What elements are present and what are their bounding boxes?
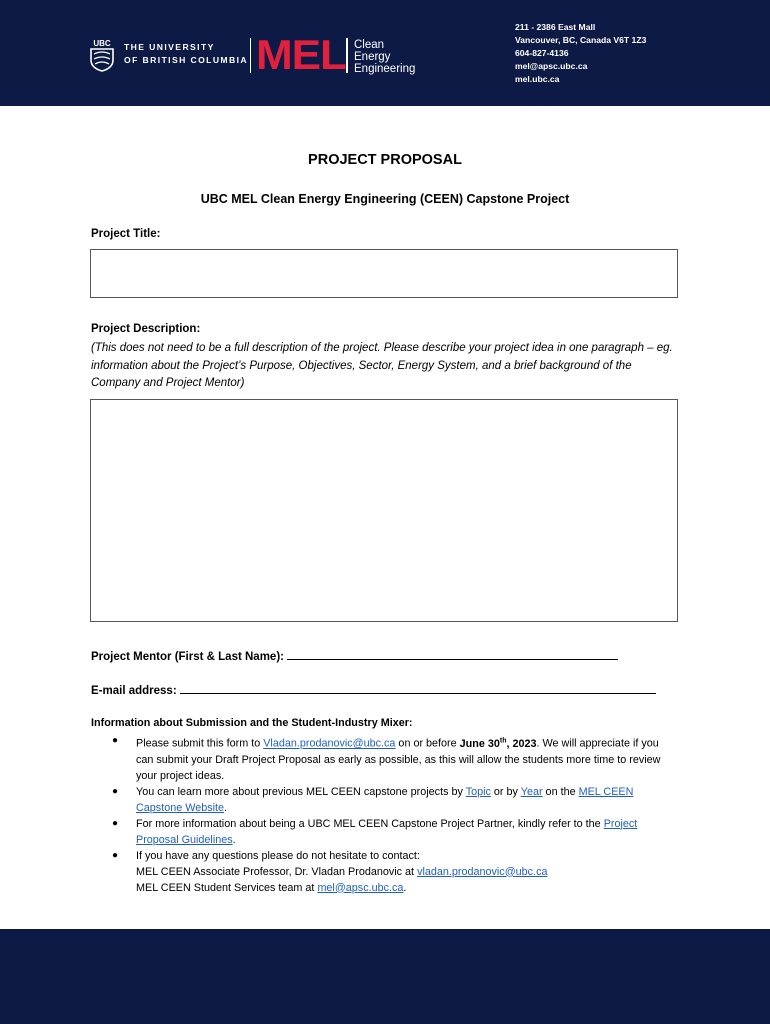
email-label: E-mail address:	[91, 685, 177, 697]
contact-block	[515, 21, 646, 86]
b1-text-pre: Please submit this form to	[136, 737, 264, 750]
footer-banner	[0, 929, 770, 1024]
b4-line3-text: MEL CEEN Student Services team at	[136, 881, 318, 894]
ubc-crest-logo	[89, 38, 115, 72]
info-item-guidelines	[112, 816, 677, 848]
b1-text-post: . We will appreciate if you can submit your Draft Project Proposal as early as possible, as this will allow the students more time to review your project ideas.	[136, 737, 661, 782]
page-subtitle: UBC MEL Clean Energy Engineering (CEEN) Capstone Project	[200, 192, 570, 206]
project-description-field[interactable]	[90, 399, 678, 622]
contact-email: mel@apsc.ubc.ca	[515, 61, 588, 71]
b2-text-post: .	[224, 801, 228, 814]
project-title-field[interactable]	[90, 249, 678, 298]
mel-sub-line2: Energy	[354, 51, 391, 63]
topic-link[interactable]: Topic	[465, 785, 491, 798]
page-title: PROJECT PROPOSAL	[308, 152, 462, 168]
b4-line2-text: MEL CEEN Associate Professor, Dr. Vladan Prodanovic at	[136, 865, 418, 878]
letterhead-banner	[0, 0, 770, 106]
student-services-email-link[interactable]: mel@apsc.ubc.ca	[317, 881, 404, 894]
mentor-name-field[interactable]	[287, 648, 618, 660]
contact-address: 211 - 2386 East Mall	[515, 22, 596, 32]
logo-divider	[250, 38, 251, 73]
bullet-icon: ●	[112, 785, 119, 797]
email-line	[91, 682, 656, 697]
bullet-icon: ●	[112, 849, 119, 861]
b2-text-mid2: on the	[542, 785, 579, 798]
b4-line3-post: .	[403, 881, 407, 894]
capstone-website-link[interactable]: MEL CEEN Capstone Website	[136, 785, 634, 814]
mel-sub-line1: Clean	[354, 39, 385, 51]
b4-line1: If you have any questions please do not hesitate to contact:	[136, 849, 420, 862]
year-link[interactable]: Year	[520, 785, 543, 798]
contact-phone: 604-827-4136	[515, 48, 569, 58]
deadline-year: , 2023	[506, 737, 537, 750]
b1-text-mid: on or before	[395, 737, 460, 750]
b2-text-pre: You can learn more about previous MEL CEEN capstone projects by	[136, 785, 466, 798]
guidelines-link[interactable]: Project Proposal Guidelines	[136, 817, 638, 846]
bullet-icon: ●	[112, 817, 119, 829]
b2-text-mid: or by	[490, 785, 521, 798]
mentor-name-line	[91, 648, 618, 663]
deadline-date	[460, 738, 537, 750]
university-name-line2: OF BRITISH COLUMBIA	[124, 55, 248, 65]
b4-line2	[136, 864, 677, 880]
deadline-suffix: th	[499, 737, 507, 744]
mel-sub-line3: Engineering	[354, 63, 416, 75]
university-name-line1: THE UNIVERSITY	[124, 42, 215, 52]
contact-website: mel.ubc.ca	[515, 74, 560, 84]
university-name	[124, 41, 248, 67]
email-field[interactable]	[180, 682, 656, 694]
deadline-day: June 30	[459, 737, 500, 750]
info-item-previous-projects	[112, 784, 677, 816]
ubc-crest-text: UBC	[93, 39, 111, 48]
mentor-name-label: Project Mentor (First & Last Name):	[91, 651, 284, 663]
mel-logo: MEL	[256, 31, 346, 78]
project-description-label: Project Description:	[91, 323, 201, 335]
mel-program-name	[354, 39, 415, 75]
project-title-label: Project Title:	[91, 228, 161, 240]
professor-email-link[interactable]: vladan.prodanovic@ubc.ca	[417, 865, 548, 878]
bullet-icon: ●	[112, 735, 119, 746]
info-item-submission	[112, 733, 677, 784]
mel-logo-bar	[346, 38, 348, 73]
project-description-hint: (This does not need to be a full description of the project. Please describe your project idea in one paragraph – eg. information about the Project’s Purpose, Objectives, Sector, Energy System, and a brief background of the Company and Project Mentor)	[91, 342, 673, 389]
b3-text-pre: For more information about being a UBC MEL CEEN Capstone Project Partner, kindly refer to the	[136, 817, 604, 830]
info-heading: Information about Submission and the Student-Industry Mixer:	[91, 717, 413, 729]
b4-line3	[136, 880, 677, 896]
info-item-contact	[112, 848, 677, 896]
info-list	[112, 733, 677, 896]
b3-text-post: .	[232, 833, 236, 846]
submission-email-link[interactable]: Vladan.prodanovic@ubc.ca	[263, 737, 396, 750]
contact-city: Vancouver, BC, Canada V6T 1Z3	[515, 35, 647, 45]
